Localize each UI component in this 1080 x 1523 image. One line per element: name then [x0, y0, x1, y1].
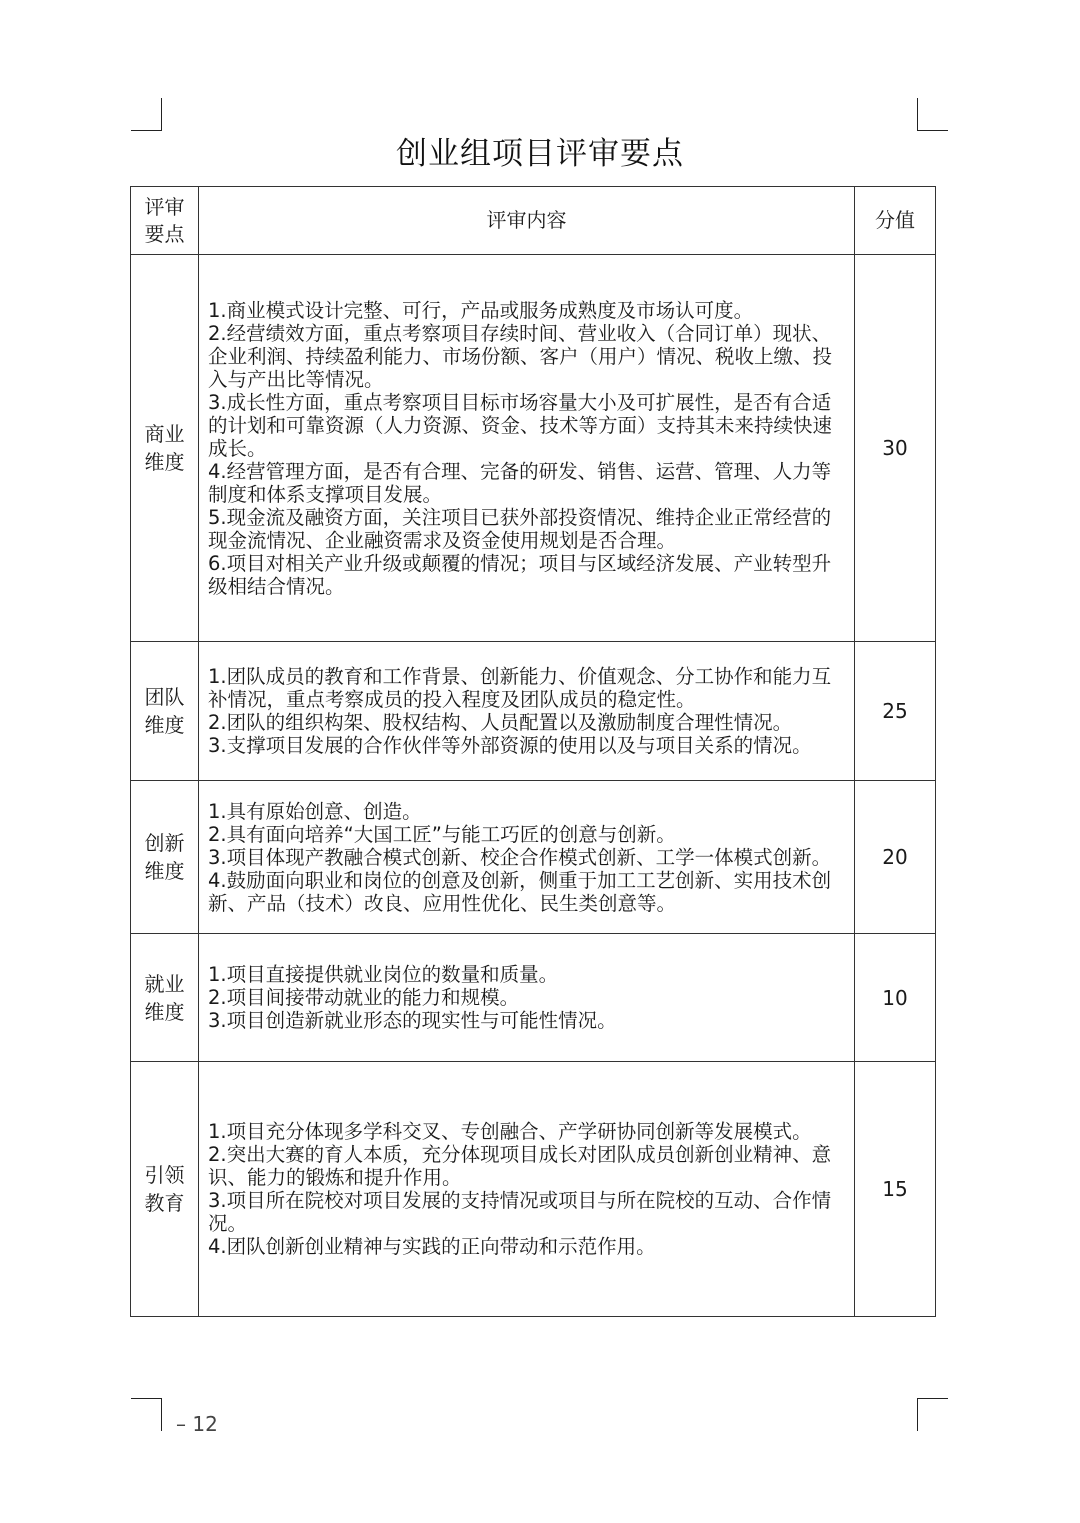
dimension-line-2: 教育 [144, 1191, 185, 1215]
review-criteria-table [130, 186, 936, 1317]
content-item: 3.项目所在院校对项目发展的支持情况或项目与所在院校的互动、合作情况。 [208, 1189, 832, 1235]
dimension-line-1: 团队 [144, 685, 185, 709]
content-item: 4.鼓励面向职业和岗位的创意及创新，侧重于加工工艺创新、实用技术创新、产品（技术）改良、应用性优化、民生类创意等。 [208, 868, 832, 915]
score-cell: 15 [855, 1062, 936, 1317]
dimension-line-2: 维度 [144, 713, 185, 737]
dimension-line-1: 商业 [144, 422, 185, 446]
content-item: 1.团队成员的教育和工作背景、创新能力、价值观念、分工协作和能力互补情况，重点考察成员的投入程度及团队成员的稳定性。 [208, 665, 832, 711]
content-item: 1.项目充分体现多学科交叉、专创融合、产学研协同创新等发展模式。 [208, 1120, 812, 1143]
score-cell: 25 [855, 642, 936, 781]
dimension-line-1: 创新 [144, 831, 185, 855]
score-cell: 10 [855, 934, 936, 1062]
content-item: 3.成长性方面，重点考察项目目标市场容量大小及可扩展性，是否有合适的计划和可靠资源（人力资源、资金、技术等方面）支持其未来持续快速成长。 [208, 390, 833, 460]
content-cell [199, 934, 855, 1062]
table-row [131, 781, 936, 934]
header-criterion [131, 187, 199, 255]
dimension-line-2: 维度 [144, 450, 185, 474]
content-item: 5.现金流及融资方面，关注项目已获外部投资情况、维持企业正常经营的现金流情况、企业融资需求及资金使用规划是否合理。 [208, 505, 832, 552]
page-number: – 12 [176, 1412, 218, 1436]
dimension-line-2: 维度 [144, 999, 185, 1024]
dimension-cell [131, 934, 199, 1062]
table-header-row [131, 187, 936, 255]
content-item: 1.具有原始创意、创造。 [208, 799, 422, 823]
content-item: 3.支撑项目发展的合作伙伴等外部资源的使用以及与项目关系的情况。 [208, 734, 812, 757]
content-item: 2.团队的组织构架、股权结构、人员配置以及激励制度合理性情况。 [208, 711, 793, 734]
crop-mark-top-left [131, 98, 162, 131]
table-row [131, 934, 936, 1062]
content-item: 3.项目创造新就业形态的现实性与可能性情况。 [208, 1009, 617, 1032]
content-item: 2.经营绩效方面，重点考察项目存续时间、营业收入（合同订单）现状、企业利润、持续盈利能力、市场份额、客户（用户）情况、税收上缴、投入与产出比等情况。 [208, 321, 833, 391]
table-row [131, 255, 936, 642]
content-item: 6.项目对相关产业升级或颠覆的情况；项目与区域经济发展、产业转型升级相结合情况。 [208, 551, 832, 598]
header-content: 评审内容 [199, 187, 855, 255]
score-cell: 30 [855, 255, 936, 642]
score-cell: 20 [855, 781, 936, 934]
header-criterion-line-1: 评审 [144, 194, 185, 219]
dimension-cell [131, 642, 199, 781]
content-item: 4.经营管理方面，是否有合理、完备的研发、销售、运营、管理、人力等制度和体系支撑项目发展。 [208, 459, 832, 506]
content-cell [199, 642, 855, 781]
dimension-cell [131, 1062, 199, 1317]
header-criterion-line-2: 要点 [144, 221, 185, 246]
content-item: 2.突出大赛的育人本质，充分体现项目成长对团队成员创新创业精神、意识、能力的锻炼和提升作用。 [208, 1143, 832, 1189]
content-cell [199, 781, 855, 934]
table-row [131, 1062, 936, 1317]
content-cell [199, 255, 855, 642]
dimension-line-1: 就业 [144, 971, 185, 996]
header-score: 分值 [855, 187, 936, 255]
table-row [131, 642, 936, 781]
content-item: 1.项目直接提供就业岗位的数量和质量。 [208, 963, 559, 986]
document-title: 创业组项目评审要点 [396, 136, 684, 172]
dimension-cell [131, 781, 199, 934]
content-item: 2.项目间接带动就业的能力和规模。 [208, 986, 520, 1009]
dimension-cell [131, 255, 199, 642]
content-item: 1.商业模式设计完整、可行，产品或服务成熟度及市场认可度。 [208, 298, 754, 322]
content-cell [199, 1062, 855, 1317]
crop-mark-top-right [917, 98, 948, 131]
crop-mark-bottom-right [917, 1398, 948, 1431]
dimension-line-2: 维度 [144, 859, 185, 883]
content-item: 3.项目体现产教融合模式创新、校企合作模式创新、工学一体模式创新。 [208, 845, 832, 869]
content-item: 4.团队创新创业精神与实践的正向带动和示范作用。 [208, 1235, 656, 1258]
dimension-line-1: 引领 [144, 1163, 185, 1187]
crop-mark-bottom-left [131, 1398, 162, 1431]
content-item: 2.具有面向培养“大国工匠”与能工巧匠的创意与创新。 [208, 822, 676, 846]
